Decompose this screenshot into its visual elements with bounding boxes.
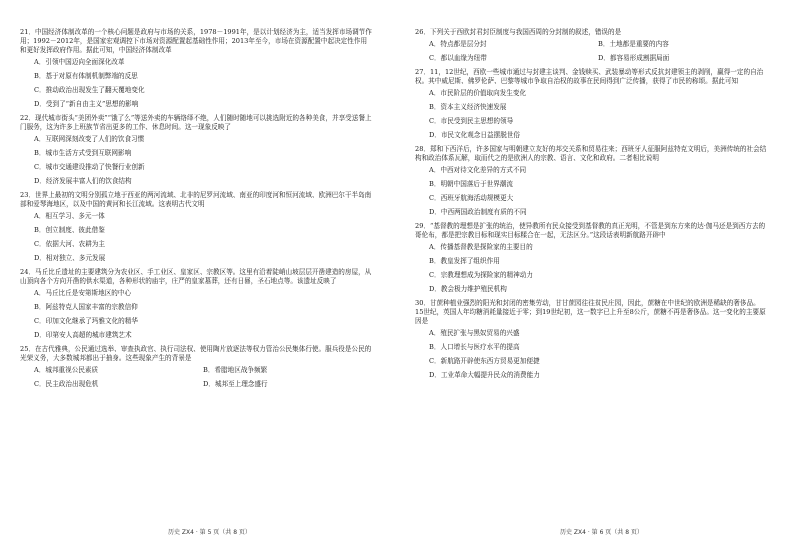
question-stem: 26．下列关于西欧封君封臣制度与我国西周的分封制的叙述，错误的是 bbox=[415, 28, 622, 36]
answer-option: C．西班牙航海活动规模更大 bbox=[429, 194, 514, 203]
answer-option: D．印第安人高超的城市建筑艺术 bbox=[34, 331, 132, 340]
answer-option: A．城邦重视公民素质 bbox=[34, 366, 99, 375]
question-stem: 25．在古代雅典，公民通过选举、审查执政官、执行司法权、使用陶片放逐法等权力管治公民集体行使。服兵役是公民的光荣义务，大多数城邦都出于抽身。这些现象产生的背景是 bbox=[20, 345, 372, 363]
question-stem: 28．郑和下西洋后，许多国家与明朝建立友好的邦交关系和贸易往来；西班牙人征服阿兹特克文明后，美洲传统的社会结构和政治体系瓦解，取而代之的是欧洲人的宗教、语言、文化和政府。二者相比说明 bbox=[415, 145, 767, 163]
question-stem: 23．世界上最初的文明分别孤立地于西亚的两河流域、北非的尼罗河流域、南亚的印度河和恒河流域、欧洲巴尔干半岛南部和爱琴海地区，以及中国的黄河和长江流域。这表明古代文明 bbox=[20, 191, 372, 208]
answer-option-row bbox=[20, 366, 372, 375]
answer-option: D．相对独立、多元发展 bbox=[34, 254, 106, 263]
question bbox=[20, 345, 372, 389]
answer-option-row bbox=[415, 40, 767, 49]
question bbox=[415, 299, 767, 380]
column-divider bbox=[397, 18, 398, 518]
answer-option: B．资本主义经济快速发展 bbox=[429, 102, 507, 111]
answer-option: C．新航路开辟使东西方贸易更加便捷 bbox=[429, 357, 540, 366]
answer-option: A．互联网深刻改变了人们的饮食习惯 bbox=[34, 134, 145, 143]
answer-option: B．教皇发挥了组织作用 bbox=[429, 257, 500, 266]
answer-option: D．市民文化观念日益摆脱世俗 bbox=[429, 131, 521, 140]
answer-option: A．中西对待文化差异的方式不同 bbox=[429, 165, 527, 174]
answer-option: C．依据大河、农耕为主 bbox=[34, 240, 105, 249]
answer-option: D．受到了“新自由主义”思想的影响 bbox=[34, 99, 139, 108]
answer-option: A．殖民扩张与黑奴贸易的兴盛 bbox=[429, 329, 520, 337]
answer-option: B．城市生活方式受到互联网影响 bbox=[34, 148, 132, 157]
answer-option: B．希腊地区战争频繁 bbox=[203, 366, 268, 375]
answer-option: D．都容易形成割据局面 bbox=[598, 53, 670, 62]
question bbox=[415, 28, 767, 63]
left-column bbox=[20, 28, 372, 394]
right-column bbox=[415, 28, 767, 385]
answer-option: C．民主政治出现危机 bbox=[34, 380, 99, 389]
answer-option: A．相互学习、多元一体 bbox=[34, 211, 105, 220]
question bbox=[415, 222, 767, 294]
answer-option: C．宗教理想成为探险家的精神动力 bbox=[429, 271, 533, 280]
answer-option: A．市民阶层的价值取向发生变化 bbox=[429, 88, 527, 97]
answer-option: B．阿兹特克人国家丰富的宗教信仰 bbox=[34, 303, 138, 312]
answer-option: C．都以血缘为纽带 bbox=[429, 53, 487, 62]
answer-option: A．马丘比丘是安第斯地区的中心 bbox=[34, 288, 132, 297]
answer-option: A．特点都是层分封 bbox=[429, 39, 487, 48]
answer-option-row bbox=[415, 54, 767, 63]
answer-option: D．中西两国政治制度有质的不同 bbox=[429, 208, 527, 217]
page-footer-right: 历史 ZX4 · 第 6 页（共 8 页） bbox=[560, 529, 643, 536]
question-stem: 27．11，12世纪，西欧一些城市通过与封建主谈判、金钱赎买、武装暴动等形式反抗封建领主的剥削，赢得一定的自治权。其中威尼斯、佛罗伦萨、巴黎等城市争取自治权的故事在民间得到广泛传播，获得了市民的称颂。据此可知 bbox=[415, 68, 764, 85]
answer-option-row bbox=[20, 380, 372, 389]
answer-option: D．经济发展丰富人们的饮食结构 bbox=[34, 177, 132, 185]
question-stem: 24．马丘比丘遗址的主要建筑分为农业区、手工业区、皇家区、宗教区等。这里有沿着陡峭山坡层层开凿建造的房屋，从山顶向各个方向开凿的供水渠道，各种形状的庙宇，庄严的皇家墓葬，还有日晷，圣石地点等。该遗址反映了 bbox=[20, 268, 372, 286]
answer-option: D．城邦至上理念盛行 bbox=[203, 380, 268, 389]
question bbox=[415, 68, 767, 140]
answer-option: B．明朝中国落后于世界潮流 bbox=[429, 180, 513, 188]
answer-option: B．创立制度、彼此借鉴 bbox=[34, 225, 105, 234]
question bbox=[20, 114, 372, 186]
answer-option: C．推动政治出现发生了翻天覆地变化 bbox=[34, 85, 145, 94]
answer-option: C．市民受到民主思想的领导 bbox=[429, 116, 514, 125]
page-footer-left: 历史 ZX4 · 第 5 页（共 8 页） bbox=[168, 529, 251, 536]
answer-option: D．教会极力维护殖民机构 bbox=[429, 285, 507, 294]
answer-option: A．传播基督教是探险家的主要目的 bbox=[429, 243, 533, 252]
question-stem: 30．甘蔗种植业强烈的阳光和封闭的密集劳动，甘甘蔗园往往贫民庄园，因此，蔗糖在中世纪的欧洲是稀缺的奢侈品。15世纪，英国人年均糖消耗量接近于零；到19世纪初，这一数字已上升至8公斤，蔗糖不再是奢侈品。这一变化的主要原因是 bbox=[415, 299, 766, 326]
answer-option: C．印加文化继承了玛雅文化的精华 bbox=[34, 317, 138, 326]
answer-option: B．基于对原有体制机制弊端的反思 bbox=[34, 71, 138, 80]
question bbox=[20, 28, 372, 109]
answer-option: B．土地都是重要的内容 bbox=[598, 39, 669, 48]
question bbox=[415, 145, 767, 217]
answer-option: D．工业革命大幅提升民众的消费能力 bbox=[429, 371, 540, 380]
answer-option: B．人口增长与医疗水平的提高 bbox=[429, 343, 520, 352]
question bbox=[20, 191, 372, 263]
question-stem: 21．中国经济体制改革的一个核心问题是政府与市场的关系，1978－1991年，是以计划经济为主，适当发挥市场调节作用；1992－2012年，是国家宏观调控下市场对资源配置起基础性作用；2013年至今，市场在资源配置中起决定性作用和更好发挥政府作用。据此可知，中国经济体制改革 bbox=[20, 28, 372, 54]
question bbox=[20, 268, 372, 340]
question-stem: 22．现代城市街头“美团外卖”“饿了么”等送外卖的车辆络绎不绝，人们随时随地可以挑选附近的各种美食，并享受送餐上门服务，这为许多上班族节省出更多的工作、休息时间。这一现象反映了 bbox=[20, 113, 372, 131]
question-stem: 29．“基督教的理想是扩张的统治，使异教所有民众接受到基督教的真正光明，不管是到东方来的达·伽马还是到西方去的哥伦布，都是把宗教目标和现实目标糅合在一起，无法区分。”这段话表明新航路开辟中 bbox=[415, 222, 766, 240]
answer-option: A．引领中国迈向全面深化改革 bbox=[34, 57, 125, 66]
answer-option: C．城市交通建设推动了快餐行业创新 bbox=[34, 162, 145, 171]
